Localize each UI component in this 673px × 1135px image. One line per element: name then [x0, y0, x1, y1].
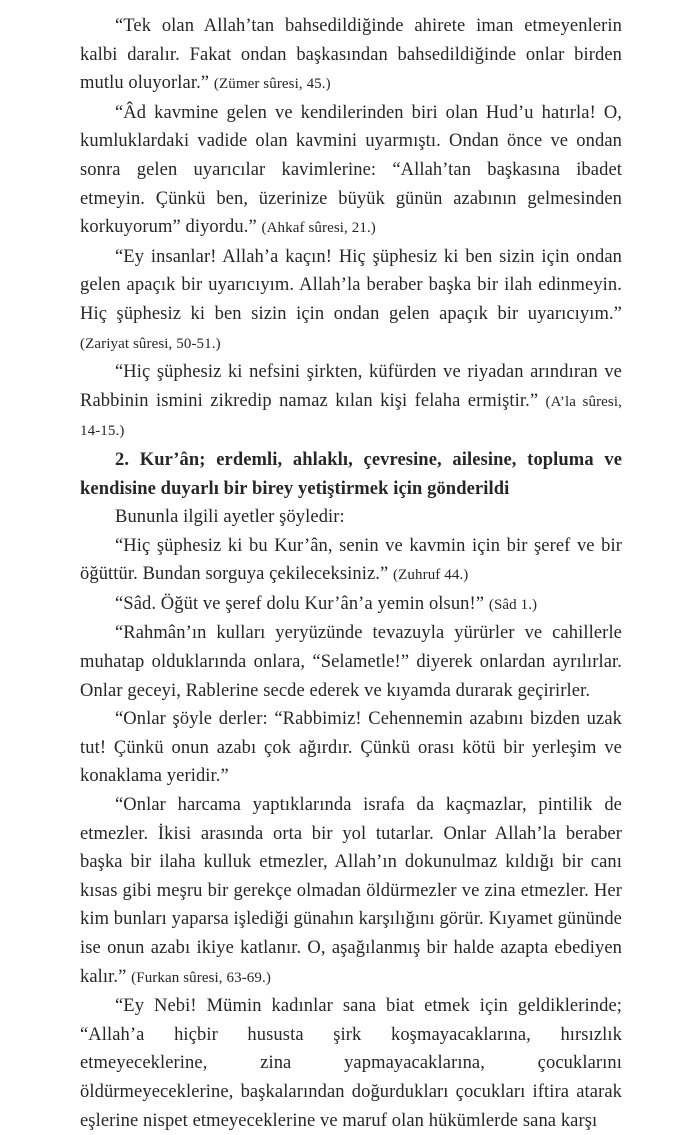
section-heading: [80, 446, 622, 503]
verse-text: “Rahmân’ın kulları yeryüzünde tevazuyla yürürler ve cahillerle muhatap olduklarında onlara, “Selametle!” diyerek onlardan ayrılırlar. Onlar geceyi, Rablerine secde ederek ve kıyamda durarak geçirirler.: [80, 623, 622, 701]
paragraph: [80, 532, 622, 590]
verse-text: “Tek olan Allah’tan bahsedildiğinde ahirete iman etmeyenlerin kalbi daralır. Fakat ondan başkasından bahsedildiğinde onlar birden mutlu oluyorlar.”: [80, 16, 622, 94]
citation: (Furkan sûresi, 63-69.): [131, 969, 271, 986]
verse-text: 2. Kur’ân; erdemli, ahlaklı, çevresine, ailesine, topluma ve kendisine duyarlı bir birey yetiştirmek için gönderildi: [80, 449, 622, 499]
paragraph: [80, 992, 622, 1135]
verse-text: “Ey insanlar! Allah’a kaçın! Hiç şüphesiz ki ben sizin için ondan gelen apaçık bir uyarıcıyım. Allah’la beraber başka bir ilah edinmeyin. Hiç şüphesiz ki ben sizin için ondan gelen apaçık bir uyarıcıyım.”: [80, 246, 622, 324]
paragraph: [80, 619, 622, 705]
paragraph: [80, 12, 622, 99]
citation: (Zümer sûresi, 45.): [213, 76, 331, 93]
paragraph: [80, 791, 622, 992]
verse-text: “Âd kavmine gelen ve kendilerinden biri olan Hud’u hatırla! O, kumluklardaki vadide olan kavmini uyarmıştı. Ondan önce ve ondan sonra gelen uyarıcılar kavimlerine: “Allah’tan başkasına ibadet etmeyin. Çünkü ben, üzerinize büyük günün azabının gelmesinden korkuyorum” diyordu.”: [80, 102, 622, 238]
citation: (Zuhruf 44.): [393, 567, 469, 584]
verse-text: “Hiç şüphesiz ki nefsini şirkten, küfürden ve riyadan arındıran ve Rabbinin ismini zikredip namaz kılan kişi felaha ermiştir.”: [80, 362, 622, 411]
paragraph: [80, 705, 622, 791]
citation: (Zariyat sûresi, 50-51.): [80, 335, 221, 352]
verse-text: “Onlar şöyle derler: “Rabbimiz! Cehennemin azabını bizden uzak tut! Çünkü onun azabı çok ağırdır. Çünkü orası kötü bir yerleşim ve konaklama yeridir.”: [80, 709, 622, 787]
paragraph: [80, 99, 622, 243]
citation: (Ahkaf sûresi, 21.): [261, 220, 376, 237]
page-text: [80, 12, 622, 1135]
verse-text: “Ey Nebi! Mümin kadınlar sana biat etmek için geldiklerinde; “Allah’a hiçbir hususta şirk koşmayacaklarına, hırsızlık etmeyeceklerine, zina yapmayacaklarına, çocuklarını öldürmeyeceklerine, başkalarından doğurdukları çocukları iftira atarak eşlerine nispet etmeyeceklerine ve maruf olan hükümlerde sana karşı: [80, 996, 622, 1131]
paragraph: [80, 590, 622, 620]
verse-text: Bununla ilgili ayetler şöyledir:: [115, 507, 345, 528]
verse-text: “Sâd. Öğüt ve şeref dolu Kur’ân’a yemin olsun!”: [115, 593, 489, 614]
verse-text: “Onlar harcama yaptıklarında israfa da kaçmazlar, pintilik de etmezler. İkisi arasında orta bir yol tutarlar. Onlar Allah’la beraber başka bir ilaha kulluk etmezler, Allah’ın dokunulmaz kıldığı bir canı kısas gibi meşru bir gerekçe olmadan öldürmezler ve zina etmezler. Her kim bunları yaparsa işlediği günahın karşılığını görür. Kıyamet gününde ise onun azabı ikiye katlanır. O, aşağılanmış bir halde azapta ebediyen kalır.”: [80, 795, 622, 987]
citation: (A’la sûresi, 14-15.): [80, 393, 622, 440]
paragraph: [80, 243, 622, 358]
verse-text: “Hiç şüphesiz ki bu Kur’ân, senin ve kavmin için bir şeref ve bir öğüttür. Bundan sorguya çekileceksiniz.”: [80, 535, 622, 585]
citation: (Sâd 1.): [488, 596, 538, 613]
paragraph: [80, 358, 622, 446]
paragraph: [80, 503, 622, 532]
